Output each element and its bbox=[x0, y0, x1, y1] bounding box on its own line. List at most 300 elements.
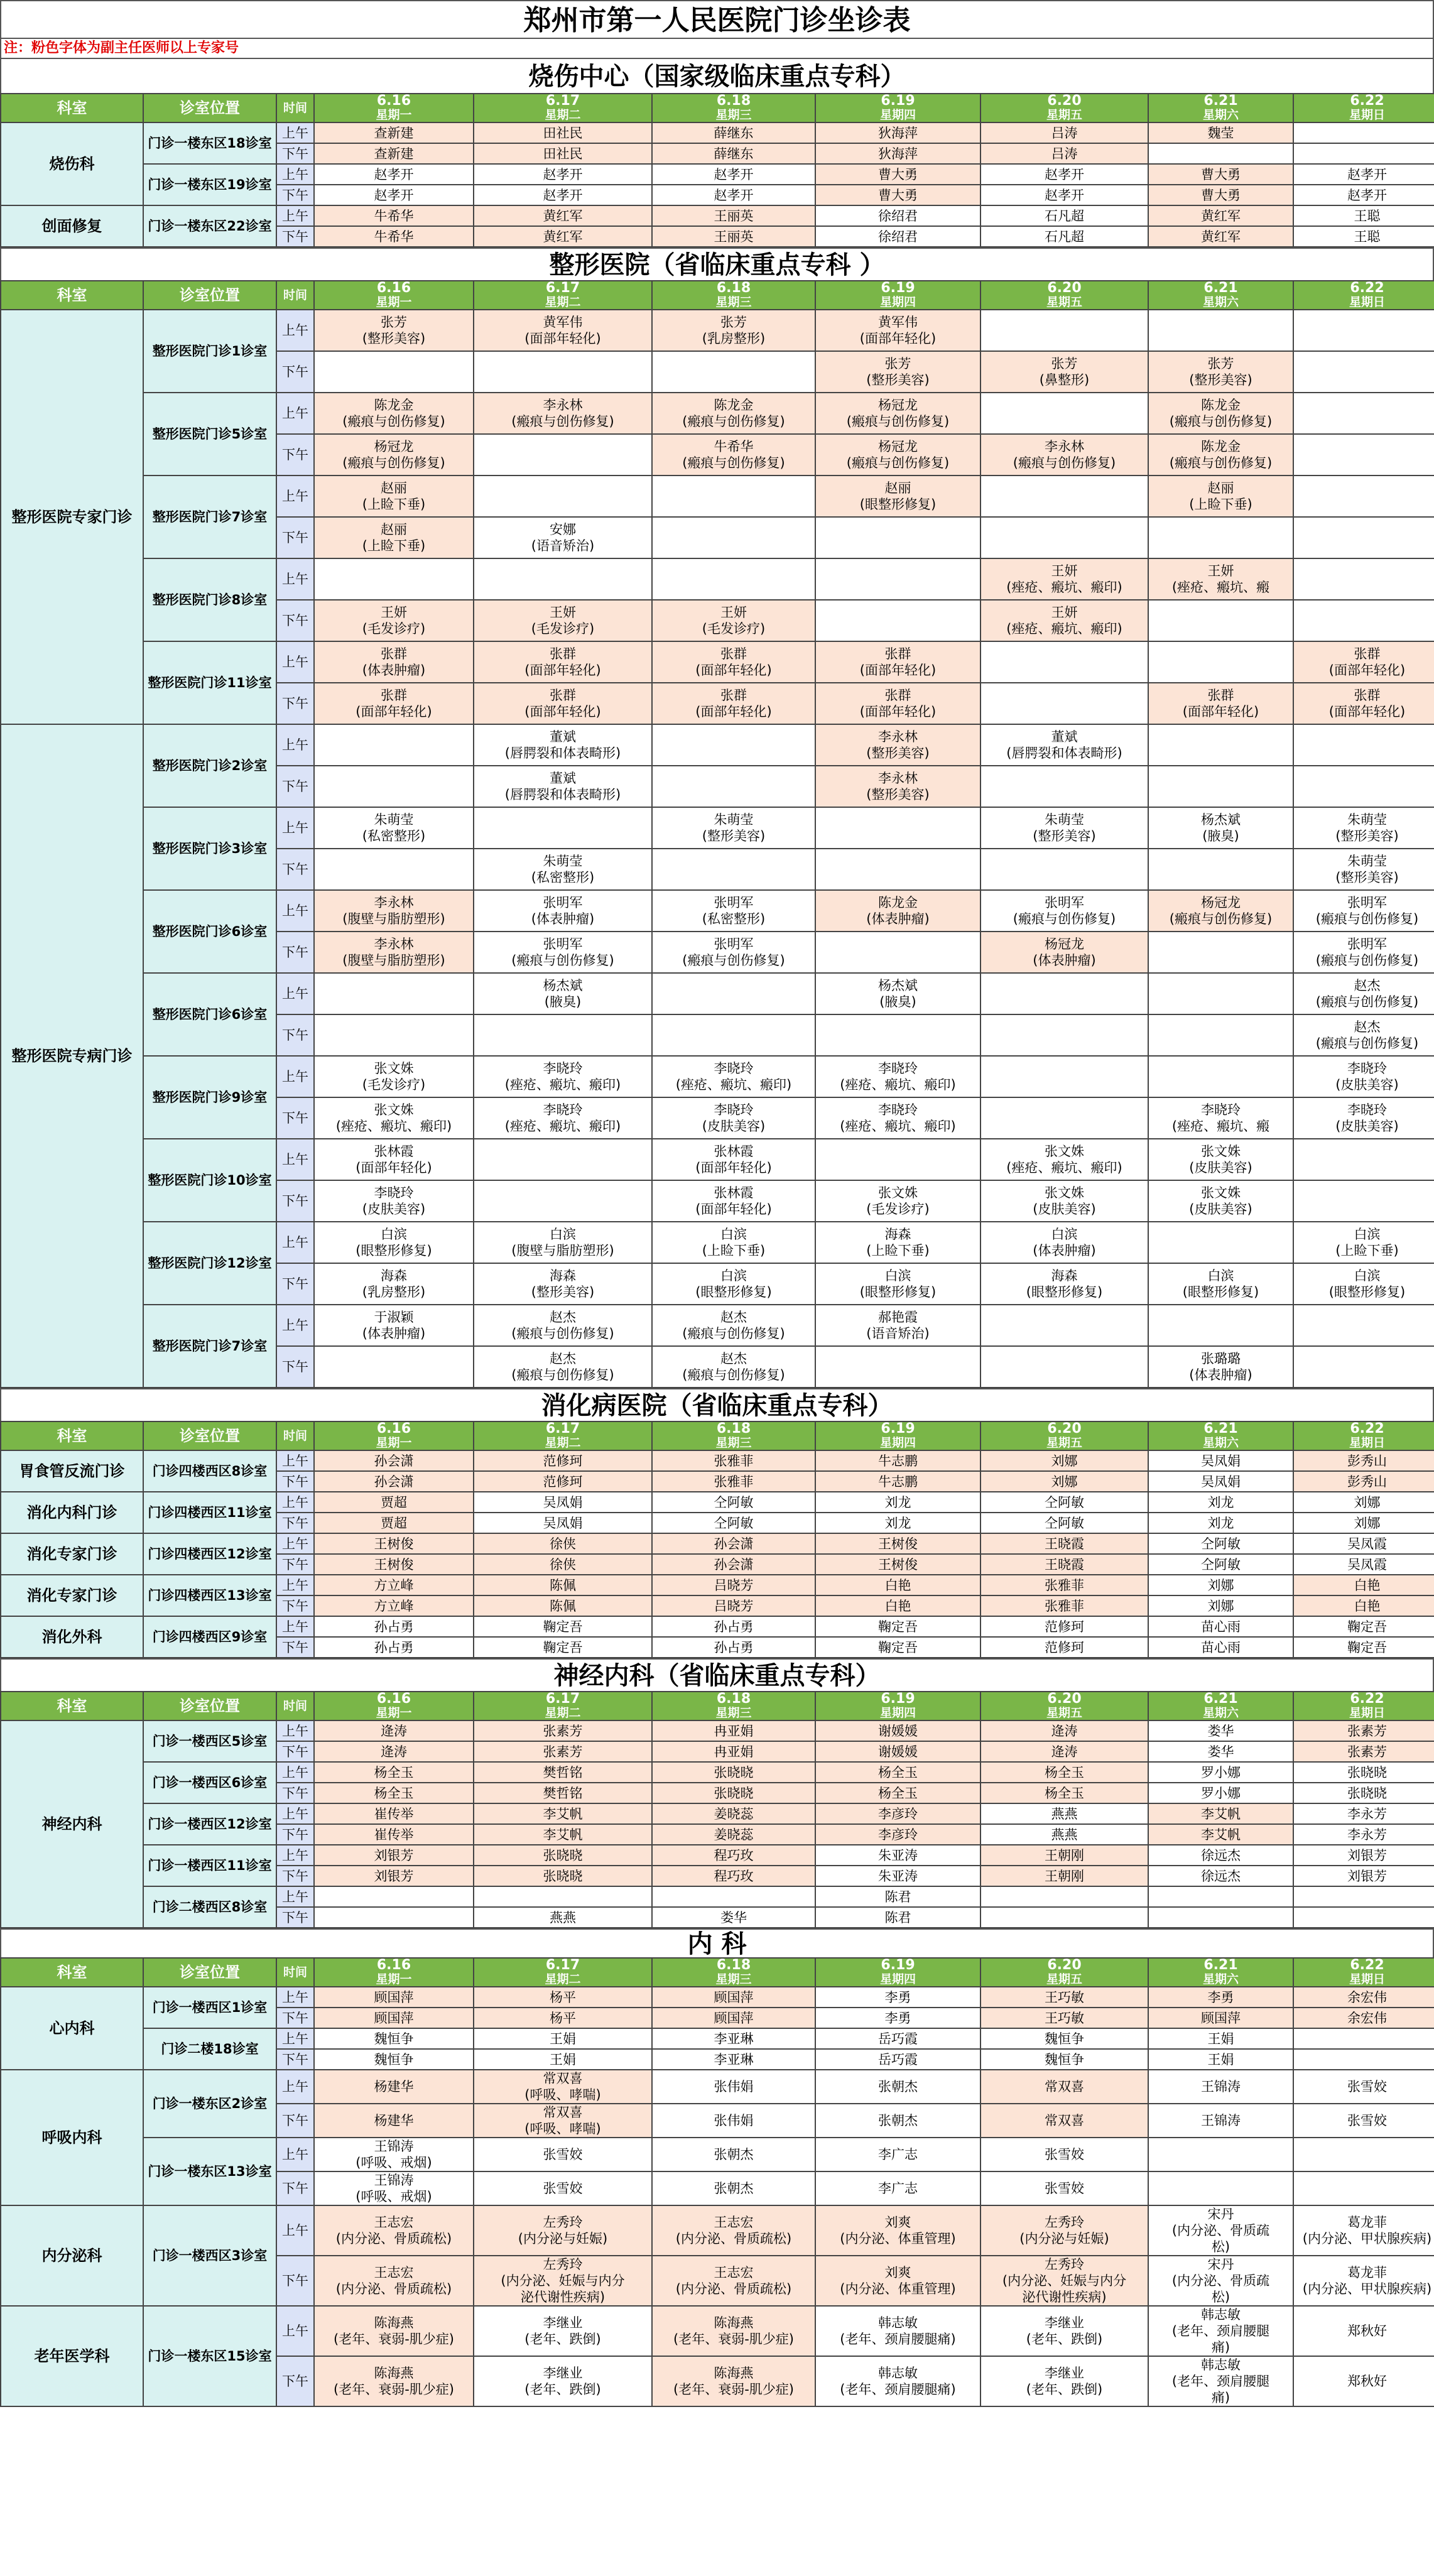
time-slot-cell: 下午 bbox=[276, 434, 314, 476]
section-title: 神经内科（省临床重点专科） bbox=[0, 1658, 1434, 1691]
doctor-cell: 张晓晓 bbox=[652, 1762, 815, 1783]
section-title: 整形医院（省临床重点专科 ） bbox=[0, 247, 1434, 280]
doctor-cell: 赵孝开 bbox=[474, 164, 652, 185]
doctor-cell: 陈龙金 (瘢痕与创伤修复) bbox=[1148, 434, 1293, 476]
doctor-cell: 王晓霞 bbox=[980, 1554, 1148, 1575]
doctor-cell: 张朝杰 bbox=[815, 2104, 980, 2138]
room-location-cell: 门诊四楼西区9诊室 bbox=[143, 1616, 276, 1658]
doctor-cell: 朱萌莹 (整形美容) bbox=[1293, 807, 1434, 849]
doctor-cell: 顾国萍 bbox=[1148, 2008, 1293, 2028]
department-cell: 心内科 bbox=[1, 1987, 143, 2070]
doctor-cell: 王妍 (毛发诊疗) bbox=[314, 600, 474, 641]
doctor-cell: 张明军 (体表肿瘤) bbox=[474, 890, 652, 932]
doctor-cell bbox=[652, 973, 815, 1014]
header-day bbox=[652, 1692, 815, 1720]
time-slot-cell: 上午 bbox=[276, 724, 314, 766]
header-row bbox=[1, 94, 1434, 122]
doctor-cell: 黄军伟 (面部年轻化) bbox=[815, 310, 980, 351]
doctor-cell: 陈海燕 (老年、衰弱-肌少症) bbox=[652, 2356, 815, 2406]
header-date: 6.21 bbox=[1203, 281, 1238, 296]
doctor-cell: 张群 (面部年轻化) bbox=[1293, 683, 1434, 724]
doctor-cell: 崔传举 bbox=[314, 1803, 474, 1824]
time-slot-cell: 下午 bbox=[276, 1907, 314, 1928]
doctor-cell: 彭秀山 bbox=[1293, 1471, 1434, 1492]
doctor-cell: 宋丹 (内分泌、骨质疏 松) bbox=[1148, 2205, 1293, 2256]
time-slot-cell: 上午 bbox=[276, 1762, 314, 1783]
doctor-cell: 张明军 (瘢痕与创伤修复) bbox=[980, 890, 1148, 932]
time-slot-cell: 上午 bbox=[276, 164, 314, 185]
doctor-cell: 王巧敏 bbox=[980, 2008, 1148, 2028]
schedule-row bbox=[1, 724, 1434, 766]
doctor-cell: 张雪姣 bbox=[1293, 2104, 1434, 2138]
doctor-cell: 逄涛 bbox=[314, 1720, 474, 1741]
doctor-cell: 吴凤娟 bbox=[1148, 1450, 1293, 1471]
doctor-cell: 张伟娟 bbox=[652, 2104, 815, 2138]
header-weekday: 星期四 bbox=[879, 1436, 916, 1450]
room-location-cell: 门诊二楼西区8诊室 bbox=[143, 1886, 276, 1928]
doctor-cell: 王妍 (痤疮、瘢坑、瘢 bbox=[1148, 558, 1293, 600]
doctor-cell bbox=[980, 1097, 1148, 1139]
doctor-cell: 方立峰 bbox=[314, 1575, 474, 1595]
doctor-cell: 余宏伟 bbox=[1293, 1987, 1434, 2008]
department-cell: 烧伤科 bbox=[1, 122, 143, 205]
doctor-cell: 李永林 (瘢痕与创伤修复) bbox=[980, 434, 1148, 476]
doctor-cell bbox=[1293, 2171, 1434, 2205]
doctor-cell: 张晓晓 bbox=[474, 1845, 652, 1866]
doctor-cell bbox=[1293, 517, 1434, 558]
doctor-cell: 李永林 (整形美容) bbox=[815, 766, 980, 807]
doctor-cell bbox=[1293, 2049, 1434, 2070]
doctor-cell: 李永芳 bbox=[1293, 1824, 1434, 1845]
time-slot-cell: 上午 bbox=[276, 2306, 314, 2356]
doctor-cell: 顾国萍 bbox=[314, 2008, 474, 2028]
time-slot-cell: 上午 bbox=[276, 973, 314, 1014]
doctor-cell: 樊哲铭 bbox=[474, 1783, 652, 1803]
header-weekday: 星期二 bbox=[545, 1972, 581, 1986]
header-day bbox=[815, 1421, 980, 1450]
doctor-cell: 岳巧霞 bbox=[815, 2049, 980, 2070]
doctor-cell: 刘银芳 bbox=[1293, 1866, 1434, 1886]
doctor-cell: 赵孝开 bbox=[314, 185, 474, 205]
doctor-cell bbox=[1293, 1907, 1434, 1928]
doctor-cell: 孙会潇 bbox=[652, 1533, 815, 1554]
doctor-cell: 杨平 bbox=[474, 2008, 652, 2028]
doctor-cell: 刘娜 bbox=[1148, 1595, 1293, 1616]
header-weekday: 星期日 bbox=[1349, 108, 1385, 122]
schedule-row bbox=[1, 1533, 1434, 1554]
doctor-cell: 薛继东 bbox=[652, 122, 815, 143]
time-slot-cell: 下午 bbox=[276, 1554, 314, 1575]
time-slot-cell: 上午 bbox=[276, 890, 314, 932]
doctor-cell: 魏恒争 bbox=[980, 2049, 1148, 2070]
header-day bbox=[1148, 281, 1293, 310]
doctor-cell: 左秀玲 (内分泌与妊娠) bbox=[980, 2205, 1148, 2256]
room-location-cell: 门诊一楼西区3诊室 bbox=[143, 2205, 276, 2306]
time-slot-cell: 上午 bbox=[276, 1575, 314, 1595]
doctor-cell: 谢媛媛 bbox=[815, 1741, 980, 1762]
room-location-cell: 整形医院门诊12诊室 bbox=[143, 1222, 276, 1305]
doctor-cell bbox=[314, 1907, 474, 1928]
doctor-cell: 杨冠龙 (瘢痕与创伤修复) bbox=[314, 434, 474, 476]
doctor-cell bbox=[652, 724, 815, 766]
doctor-cell: 安娜 (语音矫治) bbox=[474, 517, 652, 558]
doctor-cell: 薛继东 bbox=[652, 143, 815, 164]
doctor-cell: 孙占勇 bbox=[314, 1616, 474, 1637]
header-day bbox=[815, 94, 980, 122]
doctor-cell: 赵孝开 bbox=[314, 164, 474, 185]
doctor-cell bbox=[314, 558, 474, 600]
header-weekday: 星期六 bbox=[1202, 108, 1239, 122]
doctor-cell bbox=[980, 683, 1148, 724]
time-slot-cell: 下午 bbox=[276, 185, 314, 205]
header-day bbox=[474, 1958, 652, 1987]
header-day bbox=[474, 1421, 652, 1450]
schedule-row bbox=[1, 1492, 1434, 1513]
doctor-cell: 白艳 bbox=[815, 1575, 980, 1595]
room-location-cell: 门诊一楼西区6诊室 bbox=[143, 1762, 276, 1803]
header-day bbox=[980, 94, 1148, 122]
header-weekday: 星期五 bbox=[1046, 1706, 1082, 1720]
header-day bbox=[652, 1958, 815, 1987]
doctor-cell: 黄红军 bbox=[474, 205, 652, 226]
header-weekday: 星期四 bbox=[879, 1706, 916, 1720]
doctor-cell: 白滨 (眼整形修复) bbox=[1148, 1263, 1293, 1305]
doctor-cell: 娄华 bbox=[652, 1907, 815, 1928]
doctor-cell: 吴凤霞 bbox=[1293, 1533, 1434, 1554]
room-location-cell: 整形医院门诊6诊室 bbox=[143, 973, 276, 1056]
doctor-cell: 韩志敏 (老年、颈肩腰腿痛) bbox=[815, 2356, 980, 2406]
header-date: 6.17 bbox=[545, 281, 580, 296]
doctor-cell: 常双喜 (呼吸、哮喘) bbox=[474, 2104, 652, 2138]
time-slot-cell: 下午 bbox=[276, 683, 314, 724]
doctor-cell: 李继业 (老年、跌倒) bbox=[980, 2356, 1148, 2406]
doctor-cell: 李艾帆 bbox=[1148, 1803, 1293, 1824]
doctor-cell: 张群 (面部年轻化) bbox=[815, 683, 980, 724]
header-weekday: 星期日 bbox=[1349, 1972, 1385, 1986]
doctor-cell: 李永林 (腹壁与脂肪塑形) bbox=[314, 932, 474, 973]
doctor-cell: 王聪 bbox=[1293, 226, 1434, 247]
doctor-cell: 牛志鹏 bbox=[815, 1450, 980, 1471]
doctor-cell: 李继业 (老年、跌倒) bbox=[474, 2306, 652, 2356]
time-slot-cell: 下午 bbox=[276, 1346, 314, 1388]
doctor-cell: 彭秀山 bbox=[1293, 1450, 1434, 1471]
doctor-cell: 魏恒争 bbox=[980, 2028, 1148, 2049]
doctor-cell: 孙会潇 bbox=[314, 1471, 474, 1492]
doctor-cell: 张晓晓 bbox=[474, 1866, 652, 1886]
doctor-cell: 谢媛媛 bbox=[815, 1720, 980, 1741]
doctor-cell: 白滨 (眼整形修复) bbox=[815, 1263, 980, 1305]
room-location-cell: 门诊四楼西区11诊室 bbox=[143, 1492, 276, 1533]
department-cell: 消化内科门诊 bbox=[1, 1492, 143, 1533]
doctor-cell: 常双喜 bbox=[980, 2104, 1148, 2138]
doctor-cell: 赵杰 (瘢痕与创伤修复) bbox=[474, 1346, 652, 1388]
header-date: 6.16 bbox=[376, 1958, 411, 1973]
department-cell: 内分泌科 bbox=[1, 2205, 143, 2306]
time-slot-cell: 下午 bbox=[276, 351, 314, 393]
doctor-cell bbox=[815, 932, 980, 973]
doctor-cell: 孙占勇 bbox=[652, 1637, 815, 1658]
time-slot-cell: 上午 bbox=[276, 310, 314, 351]
doctor-cell: 李永芳 bbox=[1293, 1803, 1434, 1824]
doctor-cell: 杨建华 bbox=[314, 2070, 474, 2104]
doctor-cell: 陈龙金 (体表肿瘤) bbox=[815, 890, 980, 932]
legend-note: 注：粉色字体为副主任医师以上专家号 bbox=[0, 39, 1434, 58]
doctor-cell: 李永林 (整形美容) bbox=[815, 724, 980, 766]
room-location-cell: 门诊四楼西区8诊室 bbox=[143, 1450, 276, 1492]
header-date: 6.18 bbox=[716, 1958, 751, 1973]
doctor-cell bbox=[652, 476, 815, 517]
time-slot-cell: 上午 bbox=[276, 476, 314, 517]
header-day bbox=[1293, 281, 1434, 310]
doctor-cell: 李晓玲 (痤疮、瘢坑、瘢印) bbox=[815, 1056, 980, 1097]
schedule-table bbox=[0, 280, 1434, 1388]
header-date: 6.16 bbox=[376, 1421, 411, 1437]
doctor-cell: 张群 (面部年轻化) bbox=[1148, 683, 1293, 724]
doctor-cell bbox=[1293, 310, 1434, 351]
doctor-cell: 张芳 (乳房整形) bbox=[652, 310, 815, 351]
time-slot-cell: 下午 bbox=[276, 1513, 314, 1533]
doctor-cell: 赵孝开 bbox=[1293, 185, 1434, 205]
doctor-cell: 张明军 (瘢痕与创伤修复) bbox=[474, 932, 652, 973]
doctor-cell: 朱萌莹 (私密整形) bbox=[314, 807, 474, 849]
doctor-cell: 陈海燕 (老年、衰弱-肌少症) bbox=[314, 2356, 474, 2406]
header-day bbox=[1293, 94, 1434, 122]
header-date: 6.21 bbox=[1203, 1958, 1238, 1973]
header-date: 6.22 bbox=[1350, 1958, 1384, 1973]
doctor-cell: 李晓玲 (痤疮、瘢坑、瘢印) bbox=[474, 1056, 652, 1097]
doctor-cell bbox=[652, 1886, 815, 1907]
header-day bbox=[980, 1692, 1148, 1720]
header-time: 时间 bbox=[276, 1958, 314, 1987]
doctor-cell: 李艾帆 bbox=[474, 1824, 652, 1845]
doctor-cell: 燕燕 bbox=[980, 1803, 1148, 1824]
doctor-cell: 逄涛 bbox=[980, 1741, 1148, 1762]
doctor-cell: 孙占勇 bbox=[314, 1637, 474, 1658]
doctor-cell: 仝阿敏 bbox=[652, 1513, 815, 1533]
doctor-cell: 赵杰 (瘢痕与创伤修复) bbox=[474, 1305, 652, 1346]
doctor-cell: 王锦涛 bbox=[1148, 2070, 1293, 2104]
doctor-cell bbox=[980, 1346, 1148, 1388]
header-day bbox=[314, 281, 474, 310]
time-slot-cell: 下午 bbox=[276, 1097, 314, 1139]
doctor-cell: 李晓玲 (皮肤美容) bbox=[1293, 1097, 1434, 1139]
doctor-cell: 张伟娟 bbox=[652, 2070, 815, 2104]
doctor-cell: 张素芳 bbox=[1293, 1741, 1434, 1762]
time-slot-cell: 上午 bbox=[276, 1139, 314, 1180]
header-date: 6.20 bbox=[1047, 1421, 1082, 1437]
doctor-cell: 赵杰 (瘢痕与创伤修复) bbox=[652, 1305, 815, 1346]
doctor-cell: 苗心雨 bbox=[1148, 1616, 1293, 1637]
header-location: 诊室位置 bbox=[143, 1421, 276, 1450]
doctor-cell: 王娟 bbox=[1148, 2028, 1293, 2049]
header-day bbox=[1148, 1958, 1293, 1987]
doctor-cell bbox=[314, 1014, 474, 1056]
doctor-cell: 赵丽 (眼整形修复) bbox=[815, 476, 980, 517]
doctor-cell: 黄红军 bbox=[1148, 226, 1293, 247]
doctor-cell bbox=[980, 641, 1148, 683]
doctor-cell: 曹大勇 bbox=[815, 185, 980, 205]
doctor-cell: 陈海燕 (老年、衰弱-肌少症) bbox=[652, 2306, 815, 2356]
doctor-cell bbox=[474, 807, 652, 849]
doctor-cell: 仝阿敏 bbox=[980, 1492, 1148, 1513]
doctor-cell: 魏恒争 bbox=[314, 2049, 474, 2070]
doctor-cell: 李勇 bbox=[815, 2008, 980, 2028]
schedule-row bbox=[1, 2306, 1434, 2356]
header-day bbox=[1148, 1692, 1293, 1720]
doctor-cell bbox=[474, 476, 652, 517]
doctor-cell bbox=[474, 1886, 652, 1907]
header-day bbox=[652, 1421, 815, 1450]
header-date: 6.21 bbox=[1203, 94, 1238, 109]
header-row bbox=[1, 1421, 1434, 1450]
doctor-cell bbox=[1293, 2028, 1434, 2049]
doctor-cell: 李艾帆 bbox=[474, 1803, 652, 1824]
doctor-cell: 牛志鹏 bbox=[815, 1471, 980, 1492]
doctor-cell: 杨冠龙 (瘢痕与创伤修复) bbox=[1148, 890, 1293, 932]
schedule-row bbox=[1, 973, 1434, 1014]
header-row bbox=[1, 1958, 1434, 1987]
doctor-cell: 张素芳 bbox=[1293, 1720, 1434, 1741]
doctor-cell: 李晓玲 (痤疮、瘢坑、瘢印) bbox=[474, 1097, 652, 1139]
header-weekday: 星期三 bbox=[715, 295, 752, 309]
sections-container bbox=[0, 58, 1434, 2407]
time-slot-cell: 上午 bbox=[276, 205, 314, 226]
doctor-cell bbox=[314, 849, 474, 890]
doctor-cell bbox=[1148, 849, 1293, 890]
doctor-cell: 仝阿敏 bbox=[652, 1492, 815, 1513]
doctor-cell: 王聪 bbox=[1293, 205, 1434, 226]
header-weekday: 星期三 bbox=[715, 108, 752, 122]
doctor-cell: 刘娜 bbox=[1293, 1492, 1434, 1513]
doctor-cell: 王朝刚 bbox=[980, 1845, 1148, 1866]
doctor-cell: 燕燕 bbox=[474, 1907, 652, 1928]
header-weekday: 星期日 bbox=[1349, 1436, 1385, 1450]
header-weekday: 星期四 bbox=[879, 1972, 916, 1986]
doctor-cell: 张明军 (瘢痕与创伤修复) bbox=[1293, 890, 1434, 932]
doctor-cell: 海森 (上睑下垂) bbox=[815, 1222, 980, 1263]
doctor-cell: 常双喜 (呼吸、哮喘) bbox=[474, 2070, 652, 2104]
doctor-cell: 王娟 bbox=[474, 2028, 652, 2049]
time-slot-cell: 上午 bbox=[276, 1987, 314, 2008]
doctor-cell bbox=[1293, 1305, 1434, 1346]
doctor-cell bbox=[815, 1014, 980, 1056]
schedule-row bbox=[1, 476, 1434, 517]
time-slot-cell: 下午 bbox=[276, 2008, 314, 2028]
doctor-cell: 杨全玉 bbox=[980, 1783, 1148, 1803]
doctor-cell bbox=[815, 1139, 980, 1180]
header-date: 6.17 bbox=[545, 1421, 580, 1437]
doctor-cell: 张雪姣 bbox=[474, 2138, 652, 2171]
doctor-cell: 张文姝 (毛发诊疗) bbox=[815, 1180, 980, 1222]
header-weekday: 星期一 bbox=[376, 1436, 412, 1450]
doctor-cell: 赵孝开 bbox=[1293, 164, 1434, 185]
doctor-cell: 王锦涛 (呼吸、戒烟) bbox=[314, 2171, 474, 2205]
doctor-cell: 张群 (面部年轻化) bbox=[815, 641, 980, 683]
time-slot-cell: 上午 bbox=[276, 1886, 314, 1907]
doctor-cell: 张林霞 (面部年轻化) bbox=[314, 1139, 474, 1180]
doctor-cell: 宋丹 (内分泌、骨质疏 松) bbox=[1148, 2256, 1293, 2306]
doctor-cell: 王志宏 (内分泌、骨质疏松) bbox=[652, 2205, 815, 2256]
doctor-cell: 张雅菲 bbox=[652, 1450, 815, 1471]
doctor-cell: 杨建华 bbox=[314, 2104, 474, 2138]
doctor-cell bbox=[314, 1346, 474, 1388]
doctor-cell: 张文姝 (皮肤美容) bbox=[980, 1180, 1148, 1222]
schedule-row bbox=[1, 890, 1434, 932]
header-day bbox=[815, 1958, 980, 1987]
time-slot-cell: 下午 bbox=[276, 226, 314, 247]
doctor-cell: 刘娜 bbox=[1293, 1513, 1434, 1533]
doctor-cell: 范修珂 bbox=[980, 1616, 1148, 1637]
doctor-cell bbox=[980, 1907, 1148, 1928]
doctor-cell: 赵孝开 bbox=[980, 185, 1148, 205]
doctor-cell: 娄华 bbox=[1148, 1741, 1293, 1762]
header-time: 时间 bbox=[276, 1692, 314, 1720]
doctor-cell bbox=[314, 973, 474, 1014]
header-weekday: 星期六 bbox=[1202, 1706, 1239, 1720]
doctor-cell: 逄涛 bbox=[980, 1720, 1148, 1741]
header-date: 6.20 bbox=[1047, 1692, 1082, 1707]
header-date: 6.19 bbox=[881, 94, 915, 109]
doctor-cell: 魏莹 bbox=[1148, 122, 1293, 143]
doctor-cell bbox=[314, 724, 474, 766]
time-slot-cell: 下午 bbox=[276, 1595, 314, 1616]
department-cell: 创面修复 bbox=[1, 205, 143, 247]
doctor-cell: 吕晓芳 bbox=[652, 1575, 815, 1595]
doctor-cell: 李艾帆 bbox=[1148, 1824, 1293, 1845]
doctor-cell: 曹大勇 bbox=[1148, 164, 1293, 185]
header-weekday: 星期二 bbox=[545, 108, 581, 122]
doctor-cell: 张明军 (瘢痕与创伤修复) bbox=[1293, 932, 1434, 973]
doctor-cell: 狄海萍 bbox=[815, 143, 980, 164]
doctor-cell: 罗小娜 bbox=[1148, 1762, 1293, 1783]
doctor-cell bbox=[980, 1014, 1148, 1056]
room-location-cell: 门诊二楼18诊室 bbox=[143, 2028, 276, 2070]
doctor-cell: 张芳 (整形美容) bbox=[815, 351, 980, 393]
doctor-cell: 张群 (面部年轻化) bbox=[652, 641, 815, 683]
header-time: 时间 bbox=[276, 1421, 314, 1450]
section-title: 消化病医院（省临床重点专科） bbox=[0, 1388, 1434, 1421]
header-weekday: 星期四 bbox=[879, 108, 916, 122]
doctor-cell bbox=[652, 1014, 815, 1056]
doctor-cell: 海森 (眼整形修复) bbox=[980, 1263, 1148, 1305]
schedule-row bbox=[1, 1886, 1434, 1907]
schedule-row bbox=[1, 1762, 1434, 1783]
doctor-cell: 张晓晓 bbox=[652, 1783, 815, 1803]
time-slot-cell: 下午 bbox=[276, 1741, 314, 1762]
doctor-cell: 王娟 bbox=[474, 2049, 652, 2070]
room-location-cell: 整形医院门诊2诊室 bbox=[143, 724, 276, 807]
doctor-cell: 陈君 bbox=[815, 1886, 980, 1907]
doctor-cell bbox=[1293, 1139, 1434, 1180]
room-location-cell: 门诊一楼东区19诊室 bbox=[143, 164, 276, 205]
doctor-cell bbox=[474, 351, 652, 393]
header-weekday: 星期一 bbox=[376, 1972, 412, 1986]
doctor-cell: 冉亚娟 bbox=[652, 1741, 815, 1762]
time-slot-cell: 下午 bbox=[276, 1014, 314, 1056]
doctor-cell: 李永林 (腹壁与脂肪塑形) bbox=[314, 890, 474, 932]
doctor-cell: 赵孝开 bbox=[652, 185, 815, 205]
doctor-cell: 董斌 (唇腭裂和体表畸形) bbox=[474, 766, 652, 807]
doctor-cell: 范修珂 bbox=[980, 1637, 1148, 1658]
room-location-cell: 门诊一楼东区18诊室 bbox=[143, 122, 276, 164]
doctor-cell: 王丽英 bbox=[652, 226, 815, 247]
doctor-cell: 张雅菲 bbox=[980, 1575, 1148, 1595]
time-slot-cell: 下午 bbox=[276, 1824, 314, 1845]
doctor-cell: 赵孝开 bbox=[474, 185, 652, 205]
time-slot-cell: 下午 bbox=[276, 517, 314, 558]
header-dept: 科室 bbox=[1, 1421, 143, 1450]
doctor-cell: 张朝杰 bbox=[652, 2171, 815, 2205]
